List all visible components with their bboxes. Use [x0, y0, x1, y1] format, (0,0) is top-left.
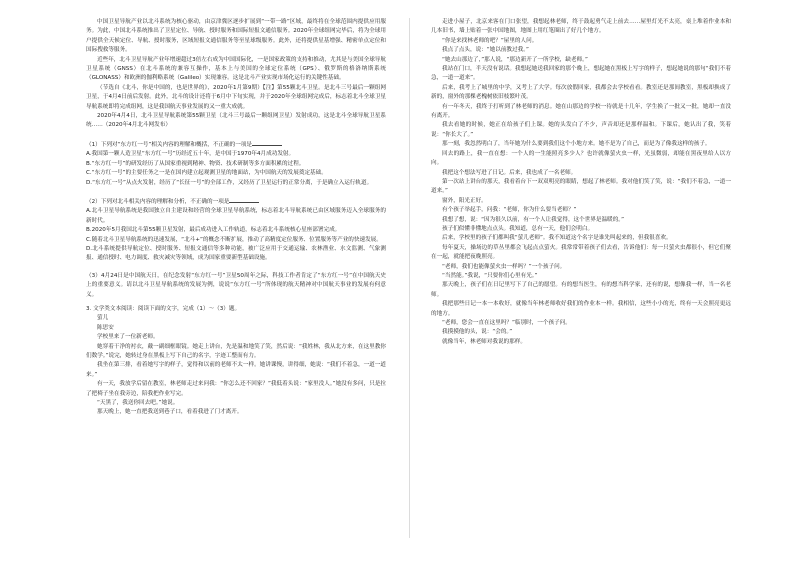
answer-blank: [229, 196, 259, 203]
story-paragraph: 有个孩子举起手，问我：“老师，你为什么要当老师？”: [442, 207, 577, 214]
story-paragraph: 有一天，我放学后留在教室，林老师走过来问我：“你怎么还不回家？”我低着头说：“家里没人。”她没有多问，只是拉了把椅子坐在我旁边，陪我把作业写完。: [86, 381, 386, 397]
answer-blank: [252, 139, 282, 146]
question-2: [86, 196, 386, 207]
column-divider: [409, 18, 410, 538]
option-b: B.“东方红一号”的研发经历了从国家重视到精神、物资、技术研制等多方面积累的过程。: [86, 160, 305, 167]
question-3: （3）4月24日是中国航天日，在纪念发射“东方红一号”卫星50周年之际，科技工作者肯定了“东方红一号”在中国航天史上的重要意义。请以北斗卫星导航系统的发展为例，说说“东方红一号”所体现的航天精神对中国航天事业的发展有何意义。: [86, 272, 386, 298]
story-paragraph: 窗外，阳光正好。: [442, 197, 487, 204]
story-paragraph: 我坐在第三排，看着她写字的样子，觉得和以前的老师不太一样。她讲课慢，讲得细，她说：“我们不着急，一道一道来。”: [86, 362, 386, 378]
option-d: D.“东方红一号”从点火发射，经历了“长征一号”的全部工作，又经历了卫星运行的正常分离，于是确立入运行轨道。: [86, 179, 373, 186]
option-a: A.北斗卫星导航系统是我国独立自主建设和经营的全球卫星导航系统，标志着北斗导航系统已由区域服务迈入全球服务的新时代。: [86, 208, 386, 224]
story-paragraph: 走进小屋子，北京来客在门口张望，我想起林老师，终于鼓起勇气走上前去……屋里灯光不太亮，桌上堆着作业本和几本旧书，墙上贴着一张中国地图，地图上用红笔圈出了好几个地方。: [431, 19, 731, 35]
story-paragraph: “老师，您会一直在这里吗？”临别时，一个孩子问。: [442, 320, 571, 326]
question-1: [86, 139, 386, 150]
section-heading: 3. 文学类文本阅读：阅读下面的文字，完成（1）～（3）题。: [86, 305, 241, 312]
right-column: [431, 18, 731, 347]
option-a: A.我国第一颗人造卫星“东方红一号”历经近五十年，是中国于1970年4月成功发射。: [86, 151, 295, 158]
story-paragraph: 我站在门口，半天没有说话。我想起她送我回家的那个晚上，想起她在黑板上写字的样子，想起她说的那句“我们不着急，一道一道来”。: [431, 66, 731, 82]
story-paragraph: 后来，学校里的孩子们都叫我“萤儿老师”。我不知道这个名字是谁先叫起来的，但我很喜欢。: [442, 235, 672, 242]
option-b: B.2020年5月我国北斗第55颗卫星发射，最后成功进入工作轨道，标志着北斗系统核心星座部署完成。: [86, 227, 341, 234]
story-paragraph: 就像当年，林老师对我说的那样。: [442, 338, 526, 345]
story-paragraph: “老师，我们也能像萤火虫一样吗？”一个孩子问。: [442, 263, 566, 270]
story-paragraph: 每年夏天，操场边的草丛里都会飞起点点萤火。我常常带着孩子们去看，告诉他们：每一只萤火虫都很小，但它们聚在一起，就能把夜晚照亮。: [431, 244, 731, 261]
story-paragraph: 我摸摸他的头，说：“会的。”: [442, 329, 513, 336]
article-paragraph: 中国卫星导航产业以北斗系统为核心驱动，由京津冀区逐步扩展到“一带一路”区域，最终将在全球范围内提供应用服务。为此，中国北斗系统推出了卫星定位、导航、授时服务和国际短报文通信服务。2020年全球组网完毕后，将为全球用户提供全天候定位、导航、授时服务，区域短报文通信服务等至星球级服务。此外，还将提供星基增强、精密单点定位和国际搜救等服务。: [86, 19, 386, 54]
story-paragraph: 后来，我考上了城里的中学，又考上了大学。每次放假回家，我都会去学校看看。教室还是那间教室，黑板却换成了新的，窗外的那棵老槐树依旧枝繁叶茂。: [431, 84, 731, 101]
option-d: D.北斗系统提供导航定位、授时服务、短报文通信等多种功能，被广泛应用于交通运输、农林渔业、水文监测、气象测报、通信授时、电力调度、救灾减灾等领域，成为国家重要新型基础设施。: [86, 245, 386, 262]
story-paragraph: 她穿着干净的衬衣，戴一副细框眼镜。她走上讲台，先是温和地笑了笑，然后说：“我姓林，我从北方来，在这里教你们数学。”说完，她转过身在黑板上写下自己的名字，字迹工整而有力。: [86, 343, 386, 359]
story-paragraph: 孩子们似懂非懂地点点头。我知道，总有一天，他们会明白。: [442, 225, 594, 232]
article-source: 2020年4月4日，北斗卫星导航系统第55颗卫星（北斗三号最后一颗组网卫星）发射成功，这是北斗全球导航卫星系统……（2020年4月北斗网发布）: [86, 113, 386, 129]
story-paragraph: 我去看她的时候，她正在给孩子们上课。她的头发白了不少，声音却还是那样温和。下课后，她认出了我，笑着说：“你长大了。”: [431, 122, 731, 138]
story-paragraph: “你是来找林老师的吧？”屋里的人问。: [442, 37, 538, 44]
story-paragraph: 那天晚上，孩子们在日记里写下了自己的愿望。有的想当医生，有的想当科学家，还有的说，想像我一样，当一名老师。: [431, 282, 731, 298]
question-1-text: （1）下列对“东方红一号”相关内容的理解和概括，不正确的一项是: [86, 141, 252, 148]
option-c: C.“东方红一号”的主要任务之一是在国内建立起观测卫星的地面站，为中国航天的发展奠定基础。: [86, 170, 327, 177]
article-paragraph: 近些年，北斗卫星导航产业年增速超过3倍左右成为中国国际化，一是国家政策的支持和推动，尤其是与美国全球导航卫星系统（GNSS）在北斗系统的兼容互操作，基本上与美国的全球定位系统（GPS）、俄罗斯的格洛纳斯系统（GLONASS）和欧洲的伽利略系统（Galileo）实现兼容。这是北斗产业实现市场化运行的关键性基础。: [86, 56, 386, 82]
story-paragraph: 我把这个想法写进了日记。后来，我也成了一名老师。: [442, 169, 577, 176]
story-paragraph: 我把那些日记一本一本收好，就像当年林老师收好我们的作业本一样。我相信，这些小小的光，终有一天会照亮更远的地方。: [431, 301, 731, 317]
story-paragraph: 我点了点头，说：“她以前教过我。”: [442, 47, 529, 54]
story-paragraph: 第一次站上讲台的那天，我看着台下一双双明亮的眼睛，想起了林老师。我对他们笑了笑，说：“我们不着急，一道一道来。”: [431, 178, 731, 195]
story-paragraph: 有一年冬天，我终于打听到了林老师的消息。她在山那边的学校一待就是十几年，学生换了一批又一批，她却一直没有离开。: [431, 103, 731, 120]
story-paragraph: 那一刻，我忽然明白了，当年她为什么要到我们这个小地方来。她不是为了自己，而是为了像我这样的孩子。: [442, 141, 711, 148]
story-author: 陈思安: [97, 324, 114, 331]
story-title: 萤儿: [97, 315, 109, 322]
story-paragraph: “她去山那边了，”那人说，“那边新开了一所学校，缺老师。”: [442, 56, 588, 63]
story-paragraph: 我想了想，说：“因为很久以前，有一个人让我觉得，这个世界是温暖的。”: [442, 216, 624, 223]
story-paragraph: 那天晚上，她一直把我送到巷子口，看着我进了门才离开。: [97, 409, 243, 416]
left-column: [86, 18, 386, 418]
story-paragraph: 学校里来了一位新老师。: [97, 334, 159, 341]
story-paragraph: “当然能。”我说，“只要你们心里有光。”: [442, 272, 538, 279]
question-2-text: （2）下列对北斗相关内容的理解和分析，不正确的一项是: [86, 198, 230, 205]
option-c: C.随着北斗卫星导航系统的迅速发展，“北斗+”的概念不断扩展，推动了高精度定位服务、位置服务等产业的快速发展。: [86, 236, 382, 243]
article-paragraph: （节选自《北斗，你是中国的，也是世界的》，2020年1月第9期）【注】第55颗北斗卫星。是北斗三号最后一颗组网卫星，于4月4日前后发射。此外，北斗的设计还将于6月中下旬实现，并于2020年全球组网完成后，标志着北斗全球卫星导航系统即将完成组网，这是我国航天事业发展的又一重大成就。: [86, 84, 386, 110]
story-paragraph: 回去的路上，我一直在想：一个人的一生能照亮多少人？也许就像萤火虫一样，光虽微弱，却能在黑夜里给人以方向。: [431, 150, 731, 167]
story-paragraph: “天黑了，我送你回去吧。”她说。: [97, 400, 179, 407]
